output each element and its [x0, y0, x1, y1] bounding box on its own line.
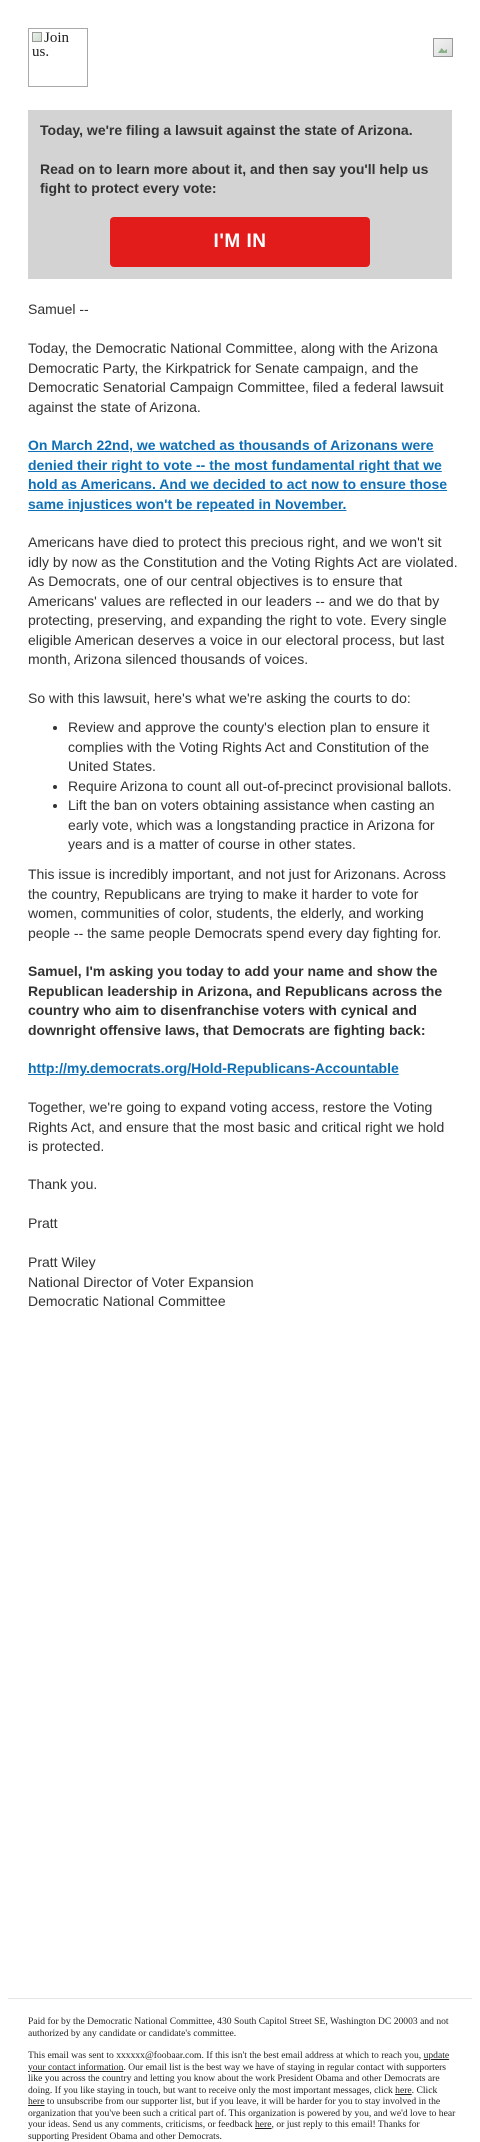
- email-header: [0, 0, 480, 110]
- intro-paragraph: Today, the Democratic National Committee, along with the Arizona Democratic Party, the Kirkpatrick for Senate campaign, and the Democratic Senatorial Campaign Committee, filed a federal lawsuit against the state of Arizona.: [28, 340, 444, 415]
- asks-intro: So with this lawsuit, here's what we're asking the courts to do:: [28, 690, 411, 706]
- paid-for-disclaimer: Paid for by the Democratic National Committee, 430 South Capitol Street SE, Washington DC 20003 and not authorized by any candidate or candidate's committee.: [28, 2016, 449, 2039]
- logo-alt-text: Join us.: [32, 30, 70, 60]
- action-link-paragraph: [28, 1059, 458, 1079]
- feedback-link[interactable]: here: [255, 2119, 272, 2130]
- unsubscribe-text: to unsubscribe from our supporter list, but if you leave, it will be harder for you to stay involved in the organization that you've been such a critical part of. This organization is powered by you, and we'd love to hear your ideas. Send us any comments, criticisms, or feedback: [28, 2096, 456, 2130]
- important-messages-link[interactable]: here: [395, 2084, 412, 2096]
- list-item: • Require Arizona to count all out-of-precinct provisional ballots.: [68, 777, 458, 797]
- banner-subtext: Read on to learn more about it, and then say you'll help us fight to protect every vote:: [40, 161, 429, 196]
- dnc-logo-image[interactable]: [28, 28, 88, 87]
- march-22nd-link[interactable]: On March 22nd, we watched as thousands of Arizonans were denied their right to vote -- the most fundamental right that we hold as Americans. And we decided to act now to ensure those same injustices won't be repeated in November.: [28, 437, 448, 512]
- salutation: Samuel --: [28, 301, 89, 317]
- lawsuit-banner: [28, 110, 452, 279]
- closing-text: , or just reply to this email! Thanks for supporting President Obama and other Democrats.: [28, 2119, 420, 2142]
- im-in-button[interactable]: I'M IN: [110, 217, 370, 267]
- footer-divider: [8, 1998, 472, 1999]
- list-item: • Review and approve the county's election plan to ensure it complies with the Voting Rights Act and Constitution of the United States.: [68, 718, 458, 777]
- signature-org: Democratic National Committee: [28, 1293, 226, 1309]
- banner-headline: Today, we're filing a lawsuit against the state of Arizona.: [40, 122, 413, 138]
- click-text: . Click: [411, 2084, 438, 2096]
- thank-you: Thank you.: [28, 1176, 98, 1192]
- asks-list: [28, 710, 458, 855]
- footer-legal: [28, 2050, 456, 2142]
- signoff: Pratt: [28, 1215, 58, 1231]
- list-text: . Our email list is the best way we have of staying in regular contact with supporters like you across the country and letting you know about the work President Obama and other Democrats are doing. If you like staying in touch, but want to receive only the most important messages, click: [28, 2061, 447, 2096]
- list-item: • Lift the ban on voters obtaining assistance when casting an early vote, which was a longstanding practice in Arizona for years and is a matter of course in other states.: [68, 796, 458, 855]
- hold-republicans-accountable-link[interactable]: http://my.democrats.org/Hold-Republicans-Accountable: [28, 1060, 399, 1076]
- sent-to-text: This email was sent to xxxxxx@foobaar.com. If this isn't the best email address at which to reach you,: [28, 2050, 424, 2061]
- signature-block: [28, 1253, 458, 1312]
- importance-paragraph: This issue is incredibly important, and not just for Arizonans. Across the country, Republicans are trying to make it harder to vote for women, communities of color, students, the elderly, and working people -- the same people Democrats spend every day fighting for.: [28, 866, 446, 941]
- update-contact-link[interactable]: update your contact information: [28, 2050, 450, 2073]
- together-paragraph: Together, we're going to expand voting access, restore the Voting Rights Act, and ensure that the most basic and critical right we hold is protected.: [28, 1099, 445, 1154]
- link-paragraph: [28, 436, 458, 514]
- ask-paragraph: Samuel, I'm asking you today to add your name and show the Republican leadership in Arizona, and Republicans across the country who aim to disenfranchise voters with cynical and downright offensive laws, that Democrats are fighting back:: [28, 963, 443, 1038]
- rights-paragraph: Americans have died to protect this precious right, and we won't sit idly by now as the Constitution and the Voting Rights Act are violated. As Democrats, one of our central objectives is to ensure that Americans' values are reflected in our leaders -- and we do that by protecting, preserving, and expanding the right to vote. Every single eligible American deserves a voice in our electoral process, but last month, Arizona silenced thousands of voices.: [28, 534, 458, 667]
- header-image-icon: [433, 38, 453, 57]
- broken-image-icon: [32, 32, 42, 42]
- signature-title: National Director of Voter Expansion: [28, 1273, 254, 1290]
- signature-name: Pratt Wiley: [28, 1254, 96, 1270]
- unsubscribe-link[interactable]: here: [28, 2096, 45, 2107]
